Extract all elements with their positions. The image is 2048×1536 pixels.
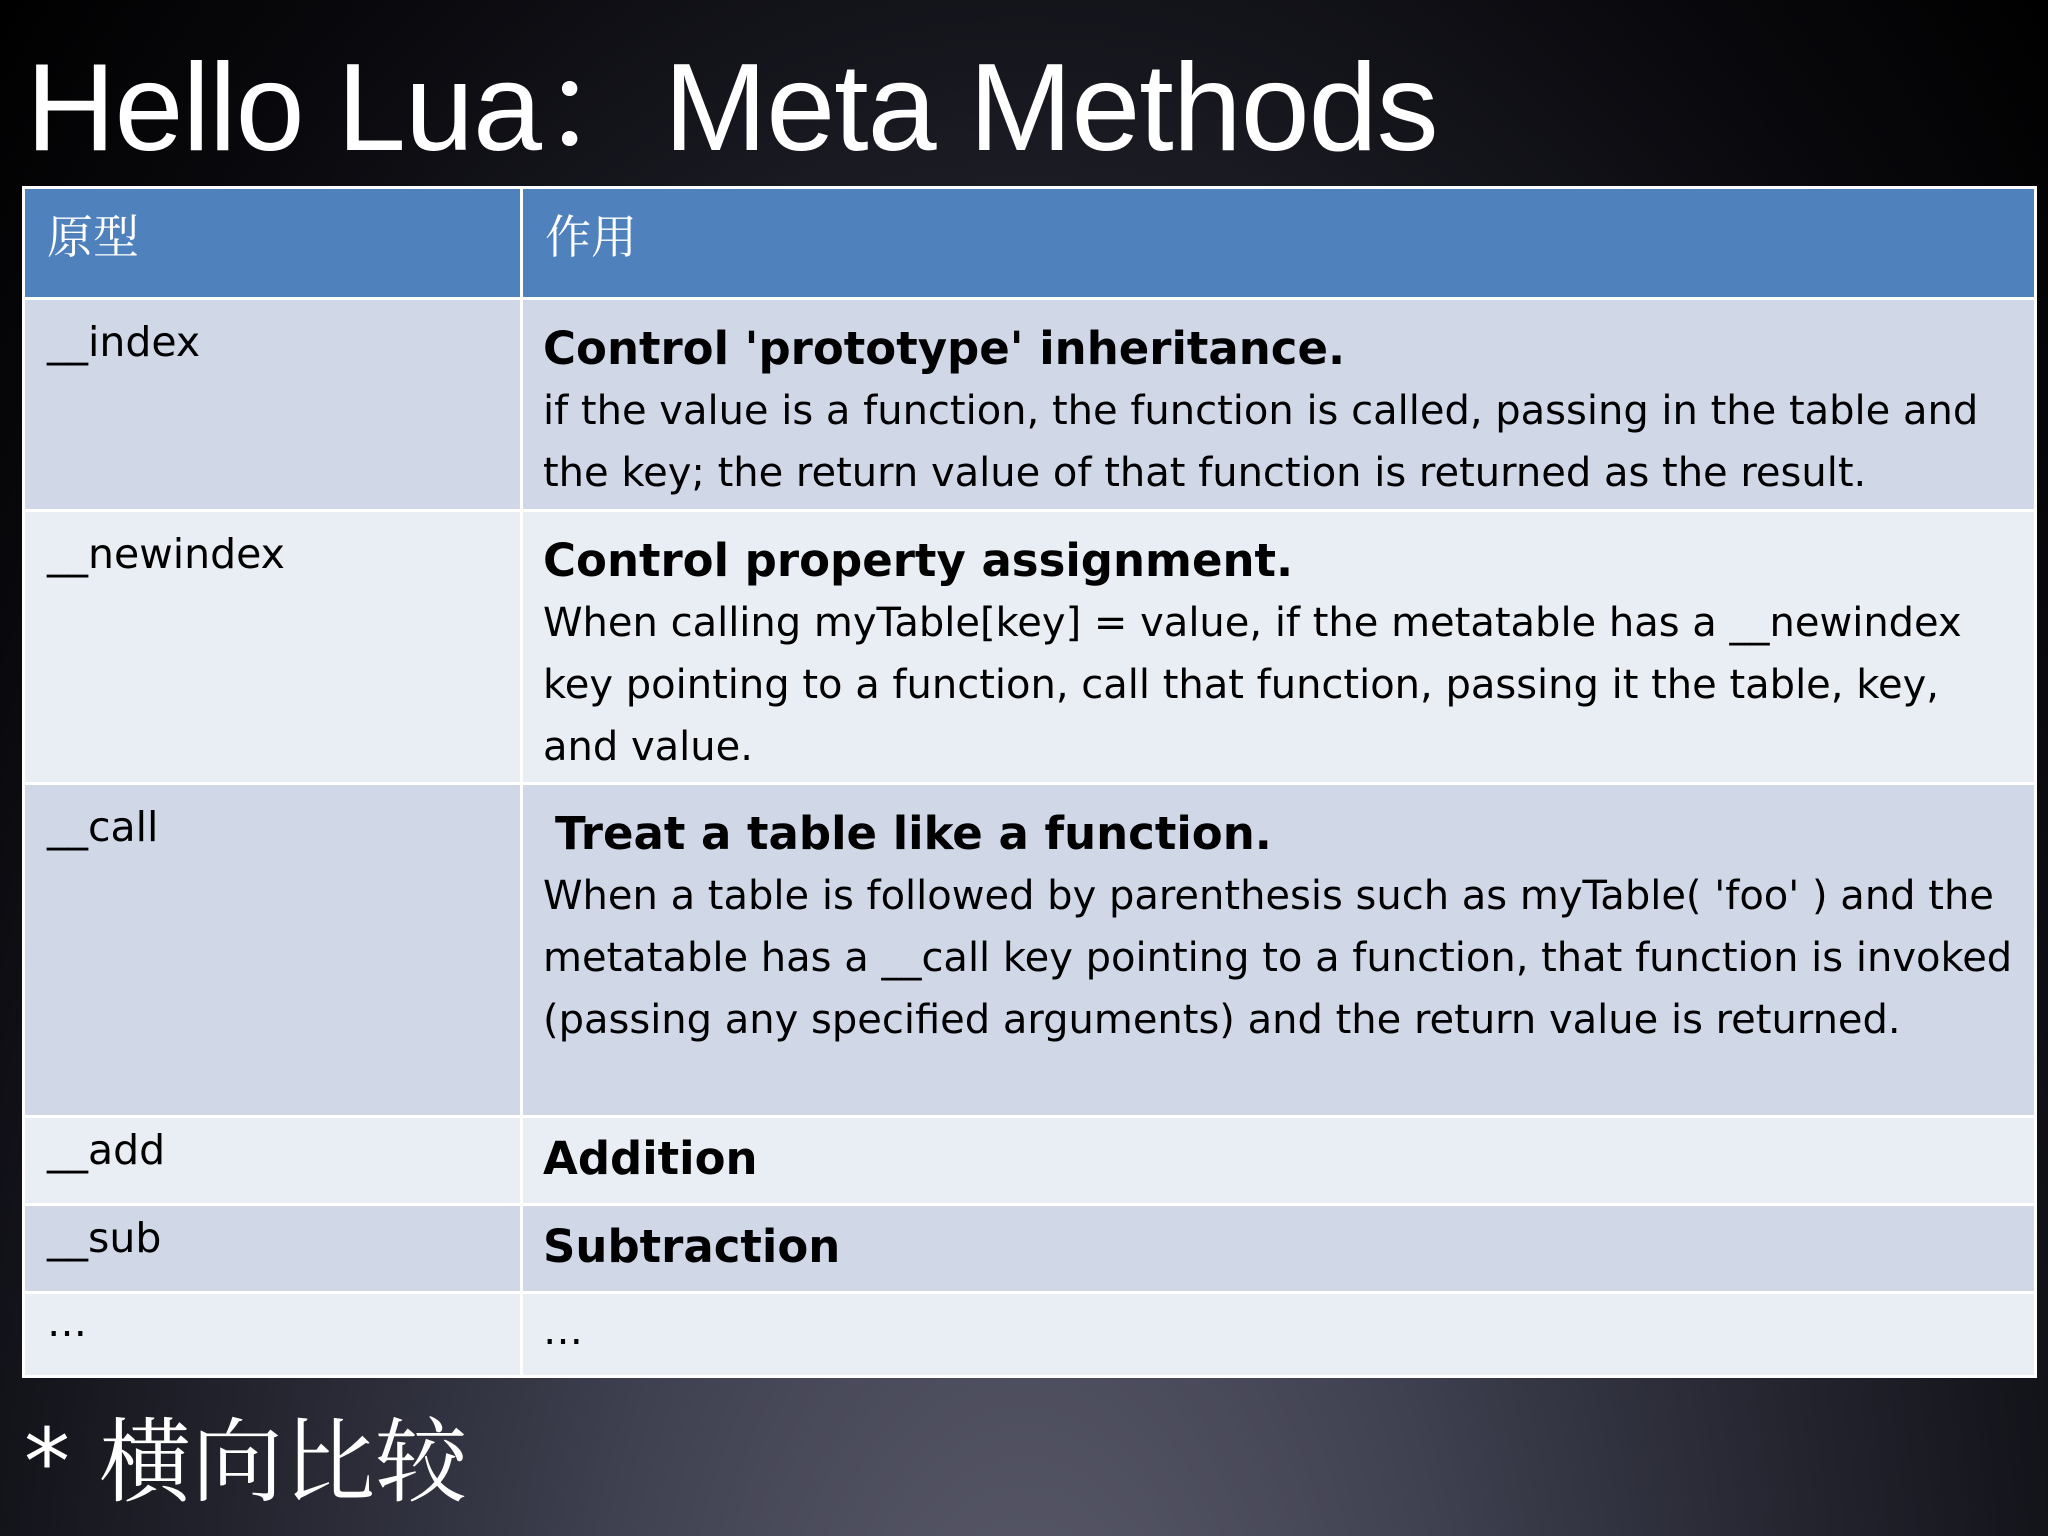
header-proto: 原型	[24, 188, 522, 299]
table-row	[24, 1205, 2036, 1293]
table-row	[24, 784, 2036, 1117]
proto-cell: …	[24, 1293, 522, 1377]
effect-title: Control 'prototype' inheritance.	[543, 322, 1346, 375]
metamethods-table	[22, 186, 2037, 1378]
effect-title: Addition	[543, 1132, 758, 1185]
table-row	[24, 299, 2036, 511]
effect-desc: When a table is followed by parenthesis such as myTable( 'foo' ) and the metatable has a __call key pointing to a function, that function is invoked (passing any specified arguments) and the return value is returned.	[543, 873, 2013, 1043]
proto-cell: __newindex	[24, 511, 522, 784]
table-row	[24, 1293, 2036, 1377]
proto-cell: __index	[24, 299, 522, 511]
table-row	[24, 511, 2036, 784]
proto-cell: __sub	[24, 1205, 522, 1293]
slide-title: Hello Lua：Meta Methods	[26, 39, 1438, 177]
effect-cell	[522, 299, 2036, 511]
effect-desc: if the value is a function, the function is called, passing in the table and the key; the return value of that function is returned as the result.	[543, 388, 1979, 496]
effect-title: Subtraction	[543, 1220, 841, 1273]
effect-cell	[522, 1117, 2036, 1205]
effect-cell	[522, 784, 2036, 1117]
table-row	[24, 1117, 2036, 1205]
effect-cell	[522, 1205, 2036, 1293]
effect-title: Control property assignment.	[543, 534, 1294, 587]
table-header-row	[24, 188, 2036, 299]
proto-cell: __call	[24, 784, 522, 1117]
proto-cell: __add	[24, 1117, 522, 1205]
effect-cell	[522, 511, 2036, 784]
effect-desc: …	[543, 1308, 583, 1354]
effect-cell	[522, 1293, 2036, 1377]
header-effect: 作用	[522, 188, 2036, 299]
footnote: * 横向比较	[24, 1409, 468, 1516]
effect-title: Treat a table like a function.	[555, 807, 1272, 860]
effect-desc: When calling myTable[key] = value, if the metatable has a __newindex key pointing to a function, call that function, passing it the table, key, and value.	[543, 600, 1962, 770]
